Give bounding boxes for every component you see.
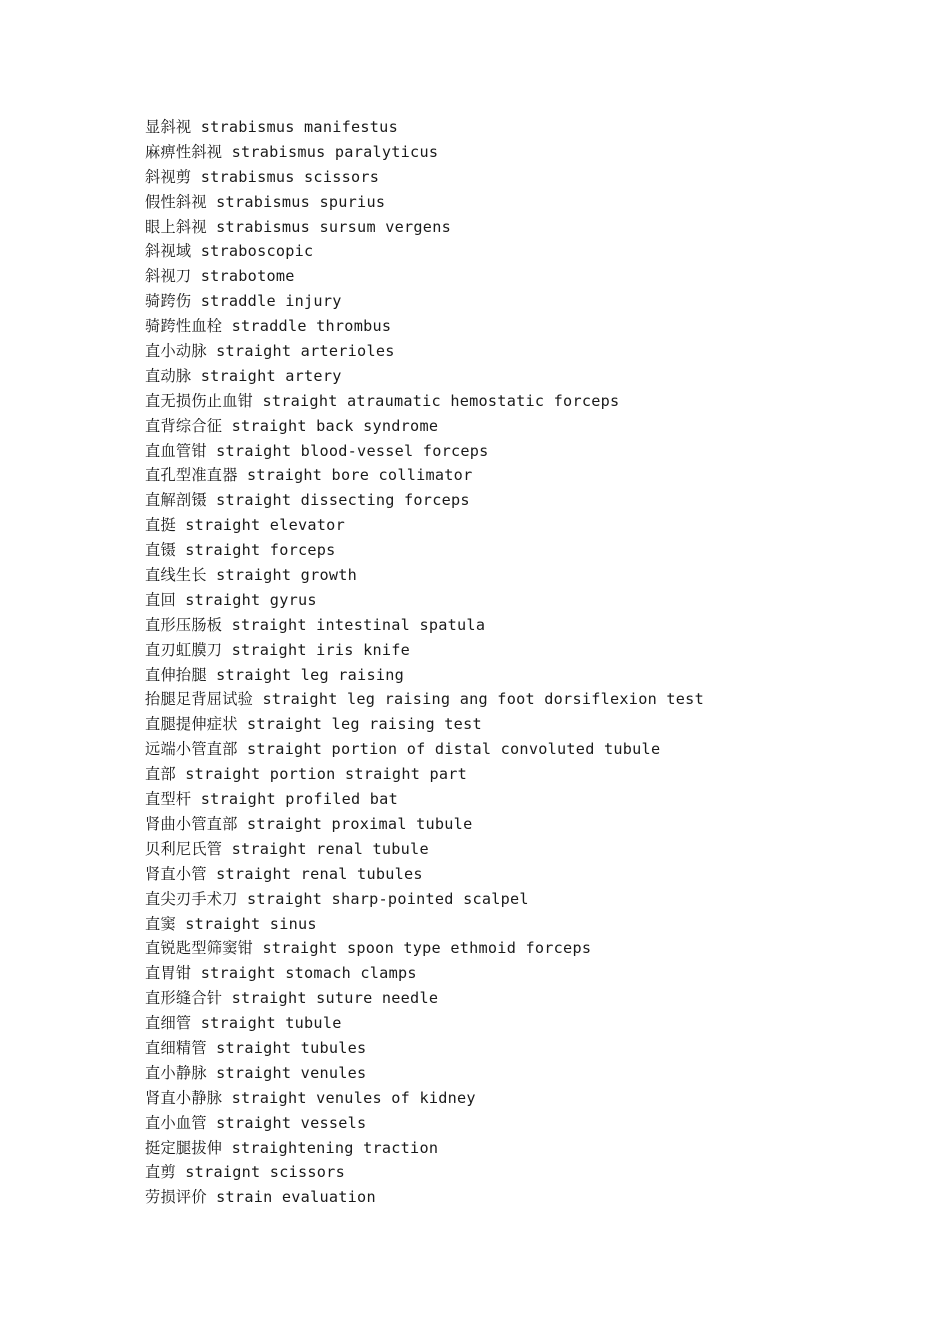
glossary-entry: 骑跨性血栓 straddle thrombus — [145, 317, 392, 336]
glossary-entry: 直胃钳 straight stomach clamps — [145, 964, 417, 983]
glossary-entry: 直小动脉 straight arterioles — [145, 342, 395, 361]
glossary-entry: 斜视域 straboscopic — [145, 242, 314, 261]
glossary-entry: 直挺 straight elevator — [145, 516, 345, 535]
glossary-entry: 直型杆 straight profiled bat — [145, 790, 398, 809]
glossary-entry: 骑跨伤 straddle injury — [145, 292, 342, 311]
glossary-entry: 直形缝合针 straight suture needle — [145, 989, 439, 1008]
glossary-entry: 抬腿足背屈试验 straight leg raising ang foot dorsiflexion test — [145, 690, 704, 709]
glossary-entry: 眼上斜视 strabismus sursum vergens — [145, 217, 451, 236]
glossary-entry: 肾曲小管直部 straight proximal tubule — [145, 814, 473, 833]
glossary-entry-list — [145, 115, 704, 1210]
glossary-entry: 斜视剪 strabismus scissors — [145, 167, 380, 186]
glossary-entry: 直细管 straight tubule — [145, 1014, 342, 1033]
glossary-entry: 直小静脉 straight venules — [145, 1063, 367, 1082]
glossary-entry: 肾直小管 straight renal tubules — [145, 864, 423, 883]
glossary-entry: 直血管钳 straight blood-vessel forceps — [145, 441, 489, 460]
glossary-entry: 麻痹性斜视 strabismus paralyticus — [145, 142, 439, 161]
glossary-entry: 直剪 straignt scissors — [145, 1163, 345, 1182]
glossary-entry: 直尖刃手术刀 straight sharp-pointed scalpel — [145, 889, 529, 908]
glossary-entry: 直细精管 straight tubules — [145, 1038, 367, 1057]
glossary-entry: 直动脉 straight artery — [145, 366, 342, 385]
glossary-entry: 直形压肠板 straight intestinal spatula — [145, 615, 486, 634]
glossary-entry: 直锐匙型筛窦钳 straight spoon type ethmoid forceps — [145, 939, 592, 958]
glossary-entry: 直背综合征 straight back syndrome — [145, 416, 439, 435]
glossary-entry: 直腿提伸症状 straight leg raising test — [145, 715, 482, 734]
glossary-entry: 直孔型准直器 straight bore collimator — [145, 466, 473, 485]
glossary-entry: 斜视刀 strabotome — [145, 267, 295, 286]
glossary-entry: 远端小管直部 straight portion of distal convoluted tubule — [145, 740, 661, 759]
glossary-entry: 贝利尼氏管 straight renal tubule — [145, 839, 429, 858]
glossary-entry: 直解剖镊 straight dissecting forceps — [145, 491, 470, 510]
glossary-entry: 劳损评价 strain evaluation — [145, 1188, 376, 1207]
glossary-entry: 直伸抬腿 straight leg raising — [145, 665, 405, 684]
glossary-entry: 直刃虹膜刀 straight iris knife — [145, 640, 411, 659]
glossary-entry: 直镊 straight forceps — [145, 541, 336, 560]
glossary-entry: 直小血管 straight vessels — [145, 1113, 367, 1132]
glossary-entry: 直窦 straight sinus — [145, 914, 317, 933]
glossary-entry: 肾直小静脉 straight venules of kidney — [145, 1088, 476, 1107]
glossary-entry: 直部 straight portion straight part — [145, 765, 468, 784]
glossary-entry: 直回 straight gyrus — [145, 590, 317, 609]
glossary-entry: 假性斜视 strabismus spurius — [145, 192, 386, 211]
glossary-entry: 挺定腿拔伸 straightening traction — [145, 1138, 439, 1157]
glossary-entry: 显斜视 strabismus manifestus — [145, 118, 398, 136]
glossary-entry: 直线生长 straight growth — [145, 566, 358, 585]
glossary-entry: 直无损伤止血钳 straight atraumatic hemostatic forceps — [145, 391, 620, 410]
